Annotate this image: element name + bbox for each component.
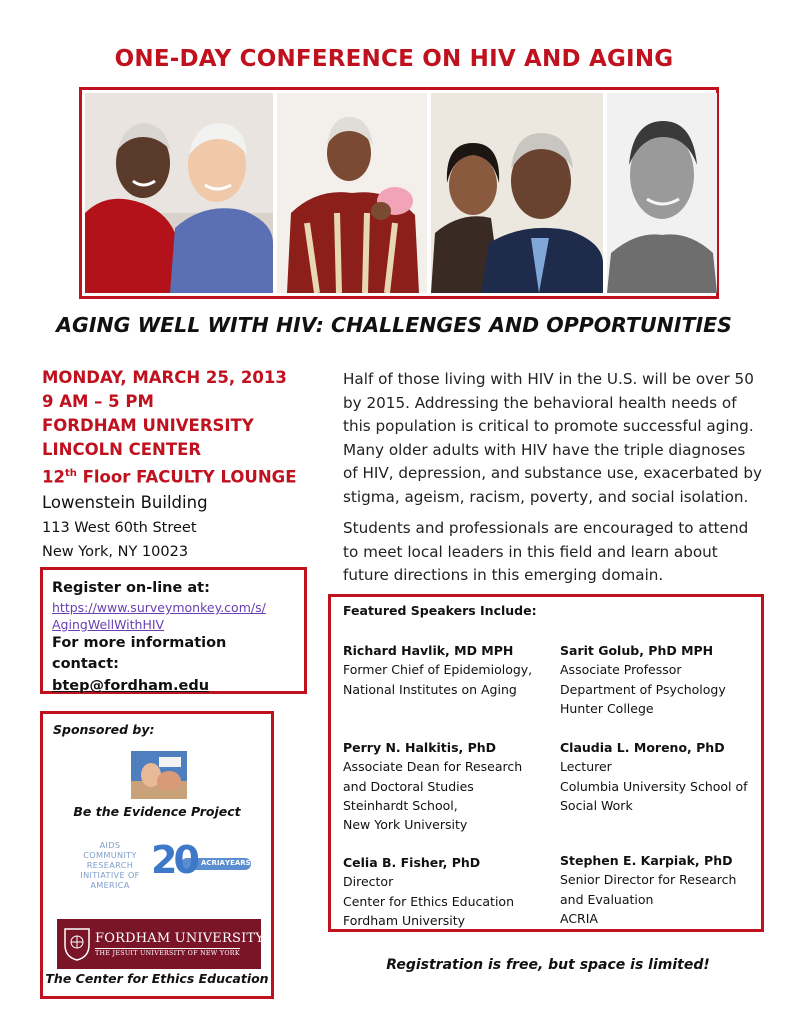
event-street: 113 West 60th Street — [42, 519, 197, 536]
photo-woman-piggy-bank — [277, 93, 427, 293]
acria-line-4: INITIATIVE OF — [80, 870, 140, 880]
event-campus: LINCOLN CENTER — [42, 440, 202, 459]
register-link-line-1[interactable]: https://www.surveymonkey.com/s/ — [52, 600, 266, 615]
speakers-heading: Featured Speakers Include: — [343, 603, 537, 618]
acria-badge-number: 20 — [151, 838, 196, 882]
description-paragraph-1: Half of those living with HIV in the U.S. will be over 50 by 2015. Addressing the behavioral health needs of this population is critical to promote successful aging. Many older adults with HIV have the triple diagnoses of HIV, depression, and substance use, exacerbated by stigma, ageism, racism, poverty, and social isolation. — [343, 370, 762, 506]
acria-line-1: AIDS — [99, 840, 121, 850]
contact-heading: For more information contact: — [52, 635, 227, 672]
speaker-line: Social Work — [560, 797, 633, 813]
speaker-name: Stephen E. Karpiak, PhD — [560, 853, 733, 868]
speaker-line: Fordham University — [343, 912, 466, 928]
event-building: Lowenstein Building — [42, 492, 208, 512]
photo-couple — [431, 93, 603, 293]
register-heading: Register on-line at: — [52, 580, 210, 596]
speaker-entry — [343, 853, 514, 930]
speaker-entry — [343, 738, 522, 834]
floor-suffix: th — [64, 468, 77, 479]
speaker-line: Steinhardt School, — [343, 797, 458, 813]
speaker-line: Hunter College — [560, 700, 654, 716]
speaker-name: Claudia L. Moreno, PhD — [560, 740, 725, 755]
photo-man-portrait — [607, 93, 717, 293]
speakers-box — [328, 594, 764, 932]
speaker-line: and Doctoral Studies — [343, 778, 474, 794]
speaker-line: New York University — [343, 817, 468, 833]
speaker-name: Celia B. Fisher, PhD — [343, 855, 481, 870]
speaker-line: Associate Professor — [560, 662, 682, 678]
speaker-line: Associate Dean for Research — [343, 759, 523, 775]
sponsored-by-heading: Sponsored by: — [53, 722, 155, 737]
conference-subtitle: AGING WELL WITH HIV: CHALLENGES AND OPPORTUNITIES — [56, 313, 732, 337]
speaker-name: Sarit Golub, PhD MPH — [560, 643, 714, 658]
event-details — [42, 366, 332, 564]
speaker-line: National Institutes on Aging — [343, 681, 517, 697]
fordham-name: FORDHAM UNIVERSITY — [95, 931, 265, 946]
photo-strip — [79, 87, 719, 299]
speaker-name: Perry N. Halkitis, PhD — [343, 740, 497, 755]
photo-two-men — [85, 93, 273, 293]
acria-logo — [67, 838, 257, 908]
speaker-line: and Evaluation — [560, 891, 654, 907]
register-link-line-2[interactable]: AgingWellWithHIV — [52, 617, 165, 632]
description-paragraph-2: Students and professionals are encouraged to attend to meet local leaders in this field and learn about future directions in this emerging domain. — [343, 519, 749, 584]
event-city: New York, NY 10023 — [42, 543, 189, 560]
speaker-line: Center for Ethics Education — [343, 893, 514, 909]
speaker-entry — [560, 851, 736, 928]
be-the-evidence-logo — [131, 751, 187, 799]
registration-free-note: Registration is free, but space is limited! — [386, 957, 710, 973]
floor-number: 12 — [42, 467, 65, 487]
speaker-line: Department of Psychology — [560, 681, 726, 697]
acria-badge-right: YEARS — [225, 859, 251, 867]
fordham-logo — [57, 919, 265, 969]
event-floor — [42, 462, 332, 490]
conference-title: ONE-DAY CONFERENCE ON HIV AND AGING — [114, 46, 674, 72]
speaker-line: Columbia University School of — [560, 778, 748, 794]
floor-label: Floor FACULTY LOUNGE — [76, 467, 297, 487]
speaker-entry — [343, 641, 532, 699]
sponsor-box — [40, 711, 274, 999]
acria-20-years-badge — [151, 838, 253, 884]
speaker-entry — [560, 738, 748, 815]
speaker-line: Director — [343, 874, 394, 890]
event-university: FORDHAM UNIVERSITY — [42, 416, 254, 435]
acria-line-5: AMERICA — [90, 880, 130, 890]
event-date: MONDAY, MARCH 25, 2013 — [42, 368, 287, 387]
speaker-line: Senior Director for Research — [560, 872, 737, 888]
register-box — [40, 567, 307, 694]
acria-line-2: COMMUNITY — [83, 850, 137, 860]
speaker-line: Lecturer — [560, 759, 612, 775]
acria-badge-left: ACRIA — [201, 859, 225, 867]
description — [343, 368, 763, 588]
be-the-evidence-name: Be the Evidence Project — [73, 804, 241, 819]
speaker-name: Richard Havlik, MD MPH — [343, 643, 514, 658]
fordham-seal-icon — [63, 927, 91, 961]
speaker-entry — [560, 641, 726, 718]
speaker-line: ACRIA — [560, 910, 598, 926]
acria-line-3: RESEARCH — [86, 860, 134, 870]
speaker-line: Former Chief of Epidemiology, — [343, 662, 533, 678]
fordham-tagline: THE JESUIT UNIVERSITY OF NEW YORK — [95, 950, 240, 957]
register-link[interactable] — [52, 599, 295, 633]
event-time: 9 AM – 5 PM — [42, 392, 154, 411]
ethics-center-name: The Center for Ethics Education — [45, 971, 269, 986]
contact-email-link[interactable]: btep@fordham.edu — [52, 678, 210, 694]
